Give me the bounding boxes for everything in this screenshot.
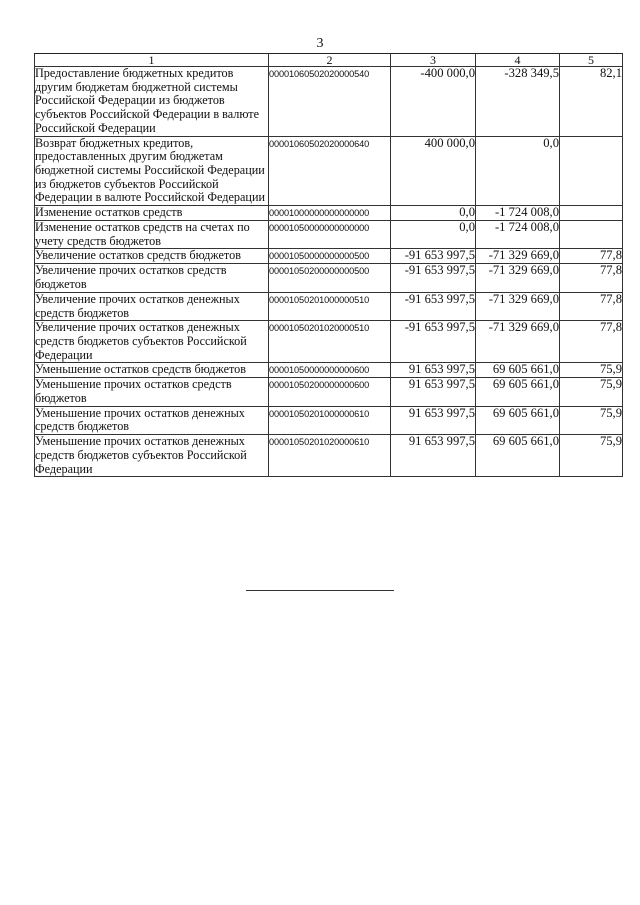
row-actual: -1 724 008,0 xyxy=(476,221,560,249)
row-code: 00001050000000000000 xyxy=(269,221,391,249)
row-percent: 82,1 xyxy=(560,67,623,137)
page-number: 3 xyxy=(316,36,324,51)
row-code: 00001060502020000540 xyxy=(269,67,391,137)
row-code: 00001050200000000500 xyxy=(269,264,391,292)
row-plan: 91 653 997,5 xyxy=(391,363,476,378)
row-plan: -400 000,0 xyxy=(391,67,476,137)
row-code: 00001050201020000510 xyxy=(269,321,391,363)
table-row xyxy=(35,292,623,320)
end-of-document-line xyxy=(246,590,394,591)
row-name: Изменение остатков средств на счетах по учету средств бюджетов xyxy=(35,221,269,249)
row-actual: 69 605 661,0 xyxy=(476,378,560,406)
column-header-2: 2 xyxy=(269,54,391,67)
table-header-row xyxy=(35,54,623,67)
table-row xyxy=(35,206,623,221)
row-name: Изменение остатков средств xyxy=(35,206,269,221)
row-actual: 0,0 xyxy=(476,136,560,206)
row-name: Увеличение прочих остатков средств бюджетов xyxy=(35,264,269,292)
table-row xyxy=(35,264,623,292)
table-row xyxy=(35,378,623,406)
column-header-1: 1 xyxy=(35,54,269,67)
budget-execution-table xyxy=(34,53,623,477)
row-name: Предоставление бюджетных кредитов другим бюджетам бюджетной системы Российской Федерации из бюджетов субъектов Российской Федерации в валюте Российской Федерации xyxy=(35,67,269,137)
row-percent: 75,9 xyxy=(560,406,623,434)
row-name: Возврат бюджетных кредитов, предоставленных другим бюджетам бюджетной системы Российской Федерации из бюджетов субъектов Российской Федерации в валюте Российской Федерации xyxy=(35,136,269,206)
row-name: Уменьшение прочих остатков средств бюджетов xyxy=(35,378,269,406)
table-row xyxy=(35,363,623,378)
column-header-3: 3 xyxy=(391,54,476,67)
row-percent: 75,9 xyxy=(560,378,623,406)
row-code: 00001050201000000510 xyxy=(269,292,391,320)
row-code: 00001050201020000610 xyxy=(269,435,391,477)
row-percent xyxy=(560,206,623,221)
row-code: 00001050000000000500 xyxy=(269,249,391,264)
row-plan: 91 653 997,5 xyxy=(391,406,476,434)
row-actual: -1 724 008,0 xyxy=(476,206,560,221)
row-percent: 77,8 xyxy=(560,292,623,320)
table-row xyxy=(35,406,623,434)
row-code: 00001060502020000640 xyxy=(269,136,391,206)
table-row xyxy=(35,221,623,249)
row-actual: -71 329 669,0 xyxy=(476,264,560,292)
table-row xyxy=(35,249,623,264)
row-plan: -91 653 997,5 xyxy=(391,321,476,363)
table-row xyxy=(35,136,623,206)
row-actual: 69 605 661,0 xyxy=(476,406,560,434)
row-actual: -71 329 669,0 xyxy=(476,249,560,264)
row-name: Уменьшение прочих остатков денежных средств бюджетов субъектов Российской Федерации xyxy=(35,435,269,477)
row-code: 00001050201000000610 xyxy=(269,406,391,434)
column-header-4: 4 xyxy=(476,54,560,67)
row-actual: 69 605 661,0 xyxy=(476,435,560,477)
row-name: Уменьшение прочих остатков денежных средств бюджетов xyxy=(35,406,269,434)
row-plan: 0,0 xyxy=(391,206,476,221)
row-percent: 77,8 xyxy=(560,264,623,292)
row-percent xyxy=(560,136,623,206)
row-plan: 91 653 997,5 xyxy=(391,378,476,406)
row-actual: 69 605 661,0 xyxy=(476,363,560,378)
row-plan: -91 653 997,5 xyxy=(391,292,476,320)
row-plan: -91 653 997,5 xyxy=(391,264,476,292)
row-code: 00001050200000000600 xyxy=(269,378,391,406)
table-row xyxy=(35,67,623,137)
row-code: 00001000000000000000 xyxy=(269,206,391,221)
row-plan: 0,0 xyxy=(391,221,476,249)
row-plan: -91 653 997,5 xyxy=(391,249,476,264)
table-row xyxy=(35,321,623,363)
row-name: Увеличение прочих остатков денежных средств бюджетов xyxy=(35,292,269,320)
row-code: 00001050000000000600 xyxy=(269,363,391,378)
row-plan: 91 653 997,5 xyxy=(391,435,476,477)
row-actual: -71 329 669,0 xyxy=(476,292,560,320)
row-actual: -328 349,5 xyxy=(476,67,560,137)
row-percent: 75,9 xyxy=(560,435,623,477)
row-percent xyxy=(560,221,623,249)
row-actual: -71 329 669,0 xyxy=(476,321,560,363)
row-name: Уменьшение остатков средств бюджетов xyxy=(35,363,269,378)
row-percent: 77,8 xyxy=(560,321,623,363)
row-name: Увеличение остатков средств бюджетов xyxy=(35,249,269,264)
table-row xyxy=(35,435,623,477)
column-header-5: 5 xyxy=(560,54,623,67)
row-percent: 75,9 xyxy=(560,363,623,378)
row-percent: 77,8 xyxy=(560,249,623,264)
row-name: Увеличение прочих остатков денежных средств бюджетов субъектов Российской Федерации xyxy=(35,321,269,363)
row-plan: 400 000,0 xyxy=(391,136,476,206)
